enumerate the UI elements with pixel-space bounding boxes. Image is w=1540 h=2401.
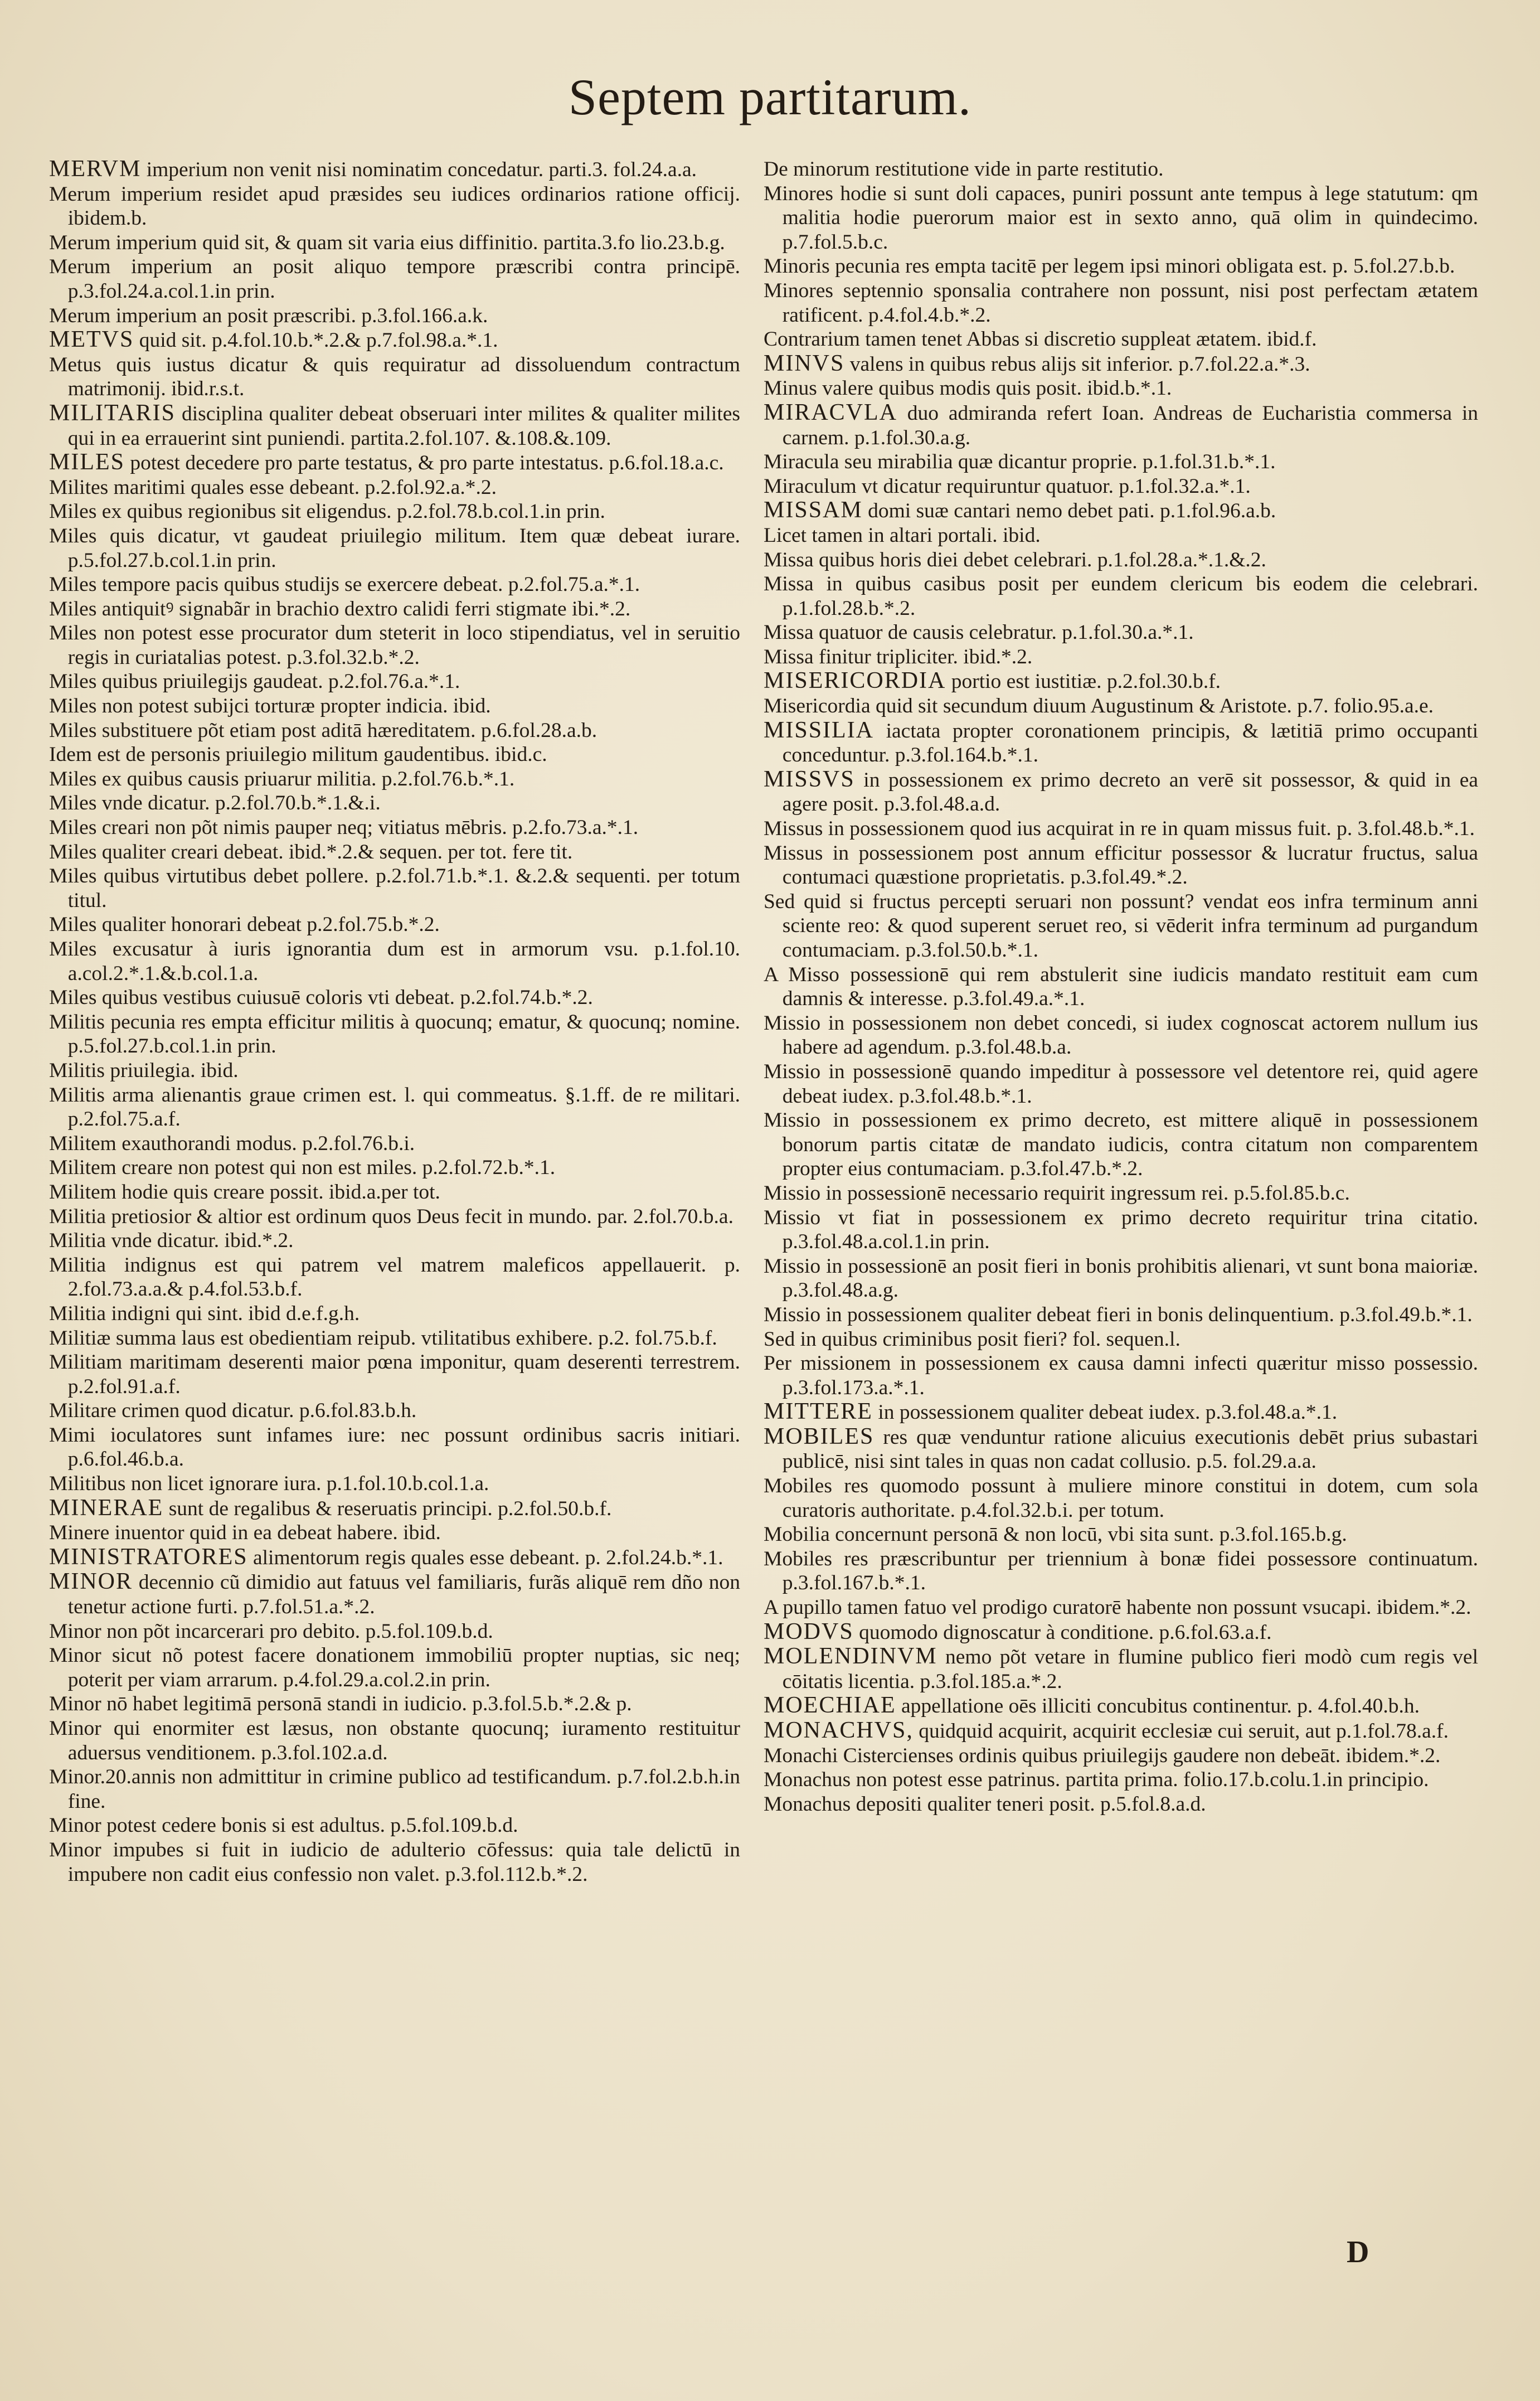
entry-text: Milites maritimi quales esse debeant. p.2.fol.92.a.*.2. [49, 476, 497, 499]
index-entry [49, 597, 740, 622]
entry-text: Miles substituere põt etiam post aditā hæreditatem. p.6.fol.28.a.b. [49, 719, 597, 742]
index-entry [764, 1425, 1478, 1474]
index-entry [764, 841, 1478, 890]
entry-text: Miles ex quibus regionibus sit eligendus. p.2.fol.78.b.col.1.in prin. [49, 500, 605, 523]
index-entry [49, 1229, 740, 1253]
entry-text: sunt de regalibus & reseruatis principi. p.2.fol.50.b.f. [163, 1497, 612, 1520]
entry-text: Militia indigni qui sint. ibid d.e.f.g.h. [49, 1302, 360, 1325]
entry-text: Miracula seu mirabilia quæ dicantur proprie. p.1.fol.31.b.*.1. [764, 450, 1276, 474]
index-entry [764, 1011, 1478, 1060]
index-entry [49, 573, 740, 597]
index-entry [764, 182, 1478, 255]
entry-text: Miles non potest esse procurator dum steterit in loco stipendiatus, vel in seruitio regis in curiatalias potest. p.3.fol.32.b.*.2. [49, 622, 740, 669]
index-entry [49, 1765, 740, 1813]
entry-keyword: MITTERE [764, 1399, 873, 1425]
index-entry [49, 1302, 740, 1326]
entry-text: quidquid acquirit, acquirit ecclesiæ cui seruit, aut p.1.fol.78.a.f. [913, 1720, 1449, 1743]
entry-text: Missio in possessionē an posit fieri in bonis prohibitis alienari, vt sunt bona maioriæ. p.3.fol.48.a.g. [764, 1254, 1478, 1302]
index-entry [764, 1400, 1478, 1425]
index-entry [49, 304, 740, 328]
entry-text: quomodo dignoscatur à conditione. p.6.fol.63.a.f. [853, 1621, 1272, 1644]
entry-keyword: MINERAE [49, 1495, 164, 1521]
entry-text: Merum imperium an posit præscribi. p.3.fol.166.a.k. [49, 304, 488, 327]
index-entry [49, 1692, 740, 1716]
entry-keyword: MONACHVS, [764, 1718, 914, 1743]
index-entry [49, 1132, 740, 1156]
entry-text: Merum imperium quid sit, & quam sit varia eius diffinitio. partita.3.fo lio.23.b.g. [49, 231, 725, 254]
index-entry [764, 1351, 1478, 1400]
index-entry [764, 327, 1478, 352]
index-entry [49, 1570, 740, 1619]
entry-text: Minoris pecunia res empta tacitē per legem ipsi minori obligata est. p. 5.fol.27.b.b. [764, 255, 1455, 278]
entry-text: Miles creari non põt nimis pauper neq; vitiatus mēbris. p.2.fo.73.a.*.1. [49, 816, 639, 840]
entry-keyword: MERVM [49, 156, 142, 182]
index-entry [764, 523, 1478, 548]
entry-text: alimentorum regis quales esse debeant. p. 2.fol.24.b.*.1. [247, 1546, 723, 1569]
entry-keyword: MODVS [764, 1618, 854, 1645]
entry-text: in possessionem ex primo decreto an verē sit possessor, & quid in ea agere posit. p.3.fol.48.a.d. [782, 768, 1478, 816]
index-entry [764, 1474, 1478, 1522]
index-entry [764, 645, 1478, 670]
page-title: Septem partitarum. [568, 69, 972, 125]
entry-text: Missa quatuor de causis celebratur. p.1.fol.30.a.*.1. [764, 621, 1194, 644]
entry-text: imperium non venit nisi nominatim concedatur. parti.3. fol.24.a.a. [141, 158, 697, 181]
entry-text: Miles antiquitꝰ signabãr in brachio dextro calidi ferri stigmate ibi.*.2. [49, 597, 631, 620]
index-entry [764, 1547, 1478, 1595]
left-column [49, 157, 740, 1886]
index-entry [764, 963, 1478, 1011]
index-entry [49, 1496, 740, 1521]
entry-text: A pupillo tamen fatuo vel prodigo curatorē habente non possunt vsucapi. ibidem.*.2. [764, 1596, 1471, 1619]
entry-text: appellatione oēs illiciti concubitus continentur. p. 4.fol.40.b.h. [896, 1695, 1420, 1718]
signature-mark: D [1347, 2235, 1369, 2269]
entry-text: Minor impubes si fuit in iudicio de adulterio cōfessus: quia tale delictū in impubere non cadit eius confessio non valet. p.3.fol.112.b.*.2. [49, 1838, 740, 1886]
entry-text: Minor non põt incarcerari pro debito. p.5.fol.109.b.d. [49, 1619, 493, 1643]
entry-text: Miles non potest subijci torturæ propter indicia. ibid. [49, 695, 491, 718]
entry-keyword: MINOR [49, 1569, 133, 1595]
index-entry [764, 254, 1478, 279]
index-entry [49, 231, 740, 255]
entry-text: Missus in possessionem quod ius acquirat in re in quam missus fuit. p. 3.fol.48.b.*.1. [764, 817, 1475, 841]
entry-keyword: MISERICORDIA [764, 668, 946, 694]
entry-keyword: MOLENDINVM [764, 1643, 937, 1670]
index-entry [49, 743, 740, 767]
index-entry [49, 913, 740, 937]
index-entry [764, 376, 1478, 401]
entry-text: Mobiles res quomodo possunt à muliere minore constitui in dotem, cum sola curatoris authoritate. p.4.fol.32.b.i. per totum. [764, 1474, 1478, 1522]
entry-text: quid sit. p.4.fol.10.b.*.2.& p.7.fol.98.a.*.1. [134, 329, 498, 352]
entry-text: nemo põt vetare in flumine publico fieri modò cum regis vel cōitatis licentia. p.3.fol.185.a.*.2. [782, 1646, 1478, 1693]
entry-text: Militis priuilegia. ibid. [49, 1059, 239, 1082]
index-entry [49, 476, 740, 500]
index-entry [764, 694, 1478, 719]
entry-text: Licet tamen in altari portali. ibid. [764, 523, 1041, 547]
entry-text: portio est iustitiæ. p.2.fol.30.b.f. [946, 670, 1221, 693]
index-entry [764, 1719, 1478, 1744]
entry-text: decennio cũ dimidio aut fatuus vel familiaris, furãs aliquē rem dño non tenetur actione furti. p.7.fol.51.a.*.2. [67, 1571, 740, 1619]
index-entry [49, 1083, 740, 1132]
index-entry [764, 1522, 1478, 1547]
index-entry [764, 890, 1478, 963]
entry-text: Miles qualiter creari debeat. ibid.*.2.& sequen. per tot. fere tit. [49, 840, 573, 864]
entry-text: Merum imperium residet apud præsides seu iudices ordinarios ratione officij. ibidem.b. [49, 182, 740, 230]
entry-text: Minere inuentor quid in ea debeat habere. ibid. [49, 1521, 441, 1545]
index-entry [49, 1813, 740, 1838]
index-entry [49, 157, 740, 182]
entry-text: Contrarium tamen tenet Abbas si discretio suppleat ætatem. ibid.f. [764, 328, 1317, 351]
index-entry [764, 1327, 1478, 1352]
entry-text: Miles excusatur à iuris ignorantia dum est in armorum vsu. p.1.fol.10. a.col.2.*.1.&.b.col.1.a. [49, 938, 740, 985]
index-entry [49, 1253, 740, 1302]
index-entry [764, 1254, 1478, 1303]
index-entry [49, 1059, 740, 1083]
entry-keyword: MIRACVLA [764, 399, 898, 425]
index-entry [764, 1060, 1478, 1108]
entry-text: Minor qui enormiter est læsus, non obstante quocunq; iuramento restituitur aduersus venditionem. p.3.fol.102.a.d. [49, 1717, 740, 1764]
entry-text: Missio vt fiat in possessionem ex primo decreto requiritur trina citatio. p.3.fol.48.a.col.1.in prin. [764, 1206, 1478, 1254]
entry-text: Militem creare non potest qui non est miles. p.2.fol.72.b.*.1. [49, 1156, 556, 1180]
entry-text: Militem exauthorandi modus. p.2.fol.76.b.i. [49, 1132, 415, 1155]
index-entry [764, 817, 1478, 841]
entry-text: De minorum restitutione vide in parte restitutio. [764, 158, 1164, 181]
entry-text: Militiæ summa laus est obedientiam reipub. vtilitatibus exhibere. p.2. fol.75.b.f. [49, 1326, 717, 1350]
entry-text: Mimi ioculatores sunt infames iure: nec possunt ordinibus sacris initiari. p.6.fol.46.b.a. [49, 1423, 740, 1471]
index-entry [49, 450, 740, 476]
index-entry [764, 1108, 1478, 1181]
entry-keyword: MISSILIA [764, 717, 875, 743]
entry-text: Monachi Cistercienses ordinis quibus priuilegijs gaudere non debeāt. ibidem.*.2. [764, 1744, 1441, 1767]
entry-text: Minores hodie si sunt doli capaces, puniri possunt ante tempus à lege statutum: qm malitia hodie puerorum maior est in sexto anno, quā olim in quindecimo. p.7.fol.5.b.c. [764, 182, 1478, 254]
entry-text: domi suæ cantari nemo debet pati. p.1.fol.96.a.b. [862, 499, 1276, 523]
entry-text: Militibus non licet ignorare iura. p.1.fol.10.b.col.1.a. [49, 1472, 489, 1496]
index-entry [764, 157, 1478, 182]
index-entry [49, 1180, 740, 1205]
index-entry [49, 1643, 740, 1692]
entry-text: Monachus depositi qualiter teneri posit. p.5.fol.8.a.d. [764, 1792, 1206, 1816]
entry-text: Militis pecunia res empta efficitur militis à quocunq; ematur, & quocunq; nomine. p.5.fol.27.b.col.1.in prin. [49, 1010, 740, 1058]
entry-text: Minor sicut nõ potest facere donationem immobiliū propter nuptias, sic neq; poterit per viam arrarum. p.4.fol.29.a.col.2.in prin. [49, 1644, 740, 1691]
entry-text: Militiam maritimam deserenti maior pœna imponitur, quam deserenti terrestrem. p.2.fol.91.a.f. [49, 1351, 740, 1398]
entry-text: Miles quibus priuilegijs gaudeat. p.2.fol.76.a.*.1. [49, 670, 460, 693]
entry-text: Idem est de personis priuilegio militum gaudentibus. ibid.c. [49, 743, 547, 767]
entry-text: res quæ venduntur ratione alicuius executionis debēt prius subastari publicē, nisi sint tales in quas non cadat collusio. p.5. fol.29.a.a. [782, 1425, 1478, 1473]
index-entry [49, 1545, 740, 1570]
entry-text: valens in quibus rebus alijs sit inferior. p.7.fol.22.a.*.3. [844, 352, 1310, 376]
entry-keyword: MOECHIAE [764, 1692, 896, 1719]
index-entry [49, 694, 740, 719]
index-entry [764, 620, 1478, 645]
index-entry [49, 621, 740, 670]
index-entry [764, 669, 1478, 694]
entry-text: Militia vnde dicatur. ibid.*.2. [49, 1229, 294, 1253]
index-entry [49, 1472, 740, 1496]
entry-text: Minores septennio sponsalia contrahere non possunt, nisi post perfectam ætatem ratificent. p.4.fol.4.b.*.2. [764, 279, 1478, 327]
index-entry [49, 1838, 740, 1886]
entry-text: Minor potest cedere bonis si est adultus. p.5.fol.109.b.d. [49, 1814, 518, 1837]
index-entry [49, 1156, 740, 1180]
entry-text: Sed in quibus criminibus posit fieri? fol. sequen.l. [764, 1327, 1180, 1351]
entry-text: Per missionem in possessionem ex causa damni infecti quæritur misso possessio. p.3.fol.173.a.*.1. [764, 1352, 1478, 1399]
entry-text: Militis arma alienantis graue crimen est. l. qui commeatus. §.1.ff. de re militari. p.2.fol.75.a.f. [49, 1083, 740, 1131]
index-entry [49, 499, 740, 524]
index-entry [764, 1303, 1478, 1327]
index-entry [764, 1181, 1478, 1206]
index-entry [764, 1206, 1478, 1254]
index-entry [49, 791, 740, 816]
index-entry [49, 328, 740, 353]
index-entry [49, 255, 740, 303]
index-entry [764, 719, 1478, 768]
entry-keyword: MISSVS [764, 766, 855, 792]
entry-text: Miles qualiter honorari debeat p.2.fol.75.b.*.2. [49, 913, 440, 937]
index-entry [764, 1744, 1478, 1768]
index-entry [49, 670, 740, 694]
entry-text: Militia pretiosior & altior est ordinum quos Deus fecit in mundo. par. 2.fol.70.b.a. [49, 1205, 733, 1228]
entry-keyword: MILES [49, 449, 125, 476]
index-entry [764, 450, 1478, 474]
index-entry [49, 1350, 740, 1399]
entry-text: A Misso possessionē qui rem abstulerit sine iudicis mandato restituit eam cum damnis & interesse. p.3.fol.49.a.*.1. [764, 963, 1478, 1011]
entry-text: iactata propter coronationem principis, & lætitiā primo occupanti conceduntur. p.3.fol.164.b.*.1. [782, 719, 1478, 767]
index-entry [764, 572, 1478, 620]
index-entry [764, 1620, 1478, 1645]
entry-keyword: MILITARIS [49, 400, 176, 426]
index-entry [49, 1205, 740, 1229]
entry-text: Metus quis iustus dicatur & quis requiratur ad dissoluendum contractum matrimonij. ibid.r.s.t. [49, 353, 740, 401]
index-entry [764, 1792, 1478, 1817]
entry-text: Militem hodie quis creare possit. ibid.a.per tot. [49, 1180, 440, 1204]
entry-keyword: METVS [49, 327, 134, 353]
entry-text: Missa quibus horis diei debet celebrari. p.1.fol.28.a.*.1.&.2. [764, 548, 1266, 571]
index-entry [49, 767, 740, 792]
entry-text: Sed quid si fructus percepti seruari non possunt? vendat eos infra terminum anni sciente reo: & quod superent seruet reo, si vēderit infra terminum ad purgandum contumaciam. p.3.fol.50.b.*.1. [764, 890, 1478, 962]
index-entry [49, 986, 740, 1010]
index-entry [49, 182, 740, 231]
entry-text: Miles vnde dicatur. p.2.fol.70.b.*.1.&.i. [49, 792, 381, 815]
entry-text: Mobiles res præscribuntur per triennium à bonæ fidei possessore continuatum. p.3.fol.167.b.*.1. [764, 1547, 1478, 1595]
index-entry [49, 1326, 740, 1351]
entry-text: Miles quibus vestibus cuiusuē coloris vti debeat. p.2.fol.74.b.*.2. [49, 986, 593, 1010]
entry-text: Missio in possessionem ex primo decreto, est mittere aliquē in possessionem bonorum partis citatæ de mandato iudicis, contra citatum non comparentem propter eius contumaciam. p.3.fol.47.b.*.2. [764, 1109, 1478, 1181]
entry-text: in possessionem qualiter debeat iudex. p.3.fol.48.a.*.1. [872, 1401, 1338, 1424]
index-entry [764, 1595, 1478, 1620]
index-entry [49, 1423, 740, 1472]
index-entry [49, 864, 740, 913]
index-entry [764, 1768, 1478, 1792]
index-entry [49, 719, 740, 743]
entry-text: Missio in possessionē necessario requirit ingressum rei. p.5.fol.85.b.c. [764, 1181, 1350, 1205]
entry-text: Minus valere quibus modis quis posit. ibid.b.*.1. [764, 377, 1172, 400]
entry-text: Missa finitur tripliciter. ibid.*.2. [764, 645, 1033, 668]
entry-text: Missus in possessionem post annum efficitur possessor & lucratur fructus, salua contumaci quæstione proprietatis. p.3.fol.49.*.2. [764, 841, 1478, 889]
entry-text: Minor nō habet legitimā personā standi in iudicio. p.3.fol.5.b.*.2.& p. [49, 1692, 632, 1716]
index-entry [764, 474, 1478, 499]
index-entry [764, 401, 1478, 450]
entry-text: Missio in possessionē quando impeditur à possessore vel detentore rei, quid agere debeat iudex. p.3.fol.48.b.*.1. [764, 1060, 1478, 1108]
index-entry [764, 1645, 1478, 1694]
entry-text: Mobilia concernunt personā & non locū, vbi sita sunt. p.3.fol.165.b.g. [764, 1523, 1347, 1546]
entry-keyword: MOBILES [764, 1423, 875, 1449]
index-entry [49, 1716, 740, 1765]
entry-keyword: MISSAM [764, 497, 863, 523]
entry-text: Missio in possessionem qualiter debeat fieri in bonis delinquentium. p.3.fol.49.b.*.1. [764, 1303, 1473, 1326]
entry-text: Miraculum vt dicatur requiruntur quatuor. p.1.fol.32.a.*.1. [764, 474, 1251, 498]
entry-text: Militia indignus est qui patrem vel matrem maleficos appellauerit. p. 2.fol.73.a.a.& p.4.fol.53.b.f. [49, 1253, 740, 1301]
entry-text: Minor.20.annis non admittitur in crimine publico ad testificandum. p.7.fol.2.b.h.in fine. [49, 1765, 740, 1813]
entry-text: Miles tempore pacis quibus studijs se exercere debeat. p.2.fol.75.a.*.1. [49, 573, 640, 596]
index-entry [764, 279, 1478, 327]
entry-keyword: MINISTRATORES [49, 1544, 248, 1570]
entry-text: Missa in quibus casibus posit per eundem clericum bis eodem die celebrari. p.1.fol.28.b.*.2. [764, 573, 1478, 620]
index-entry [49, 524, 740, 573]
index-entry [49, 1399, 740, 1423]
index-entry [49, 840, 740, 865]
index-entry [49, 937, 740, 986]
right-column [764, 157, 1478, 1816]
index-entry [49, 1010, 740, 1059]
entry-text: disciplina qualiter debeat obseruari inter milites & qualiter milites qui in ea errauerint sint puniendi. partita.2.fol.107. &.108.&.109. [67, 402, 740, 450]
index-entry [49, 401, 740, 450]
entry-text: Monachus non potest esse patrinus. partita prima. folio.17.b.colu.1.in principio. [764, 1768, 1429, 1792]
index-entry [764, 768, 1478, 817]
index-entry [49, 1521, 740, 1545]
entry-text: Miles quis dicatur, vt gaudeat priuilegio militum. Item quæ debeat iurare. p.5.fol.27.b.col.1.in prin. [49, 524, 740, 572]
index-entry [49, 816, 740, 840]
index-entry [764, 498, 1478, 523]
index-entry [49, 353, 740, 401]
entry-text: Merum imperium an posit aliquo tempore præscribi contra principē. p.3.fol.24.a.col.1.in prin. [49, 255, 740, 303]
index-entry [49, 1619, 740, 1644]
entry-text: duo admiranda refert Ioan. Andreas de Eucharistia commersa in carnem. p.1.fol.30.a.g. [782, 401, 1478, 449]
index-entry [764, 352, 1478, 377]
index-entry [764, 1694, 1478, 1719]
entry-text: Miles quibus virtutibus debet pollere. p.2.fol.71.b.*.1. &.2.& sequenti. per totum titul. [49, 865, 740, 912]
entry-text: potest decedere pro parte testatus, & pro parte intestatus. p.6.fol.18.a.c. [125, 452, 724, 475]
entry-text: Missio in possessionem non debet concedi, si iudex cognoscat actorem nullum ius habere ad agendum. p.3.fol.48.b.a. [764, 1011, 1478, 1059]
entry-keyword: MINVS [764, 350, 845, 376]
entry-text: Miles ex quibus causis priuarur militia. p.2.fol.76.b.*.1. [49, 767, 515, 790]
entry-text: Misericordia quid sit secundum diuum Augustinum & Aristote. p.7. folio.95.a.e. [764, 695, 1434, 718]
entry-text: Militare crimen quod dicatur. p.6.fol.83.b.h. [49, 1399, 417, 1423]
index-entry [764, 548, 1478, 573]
